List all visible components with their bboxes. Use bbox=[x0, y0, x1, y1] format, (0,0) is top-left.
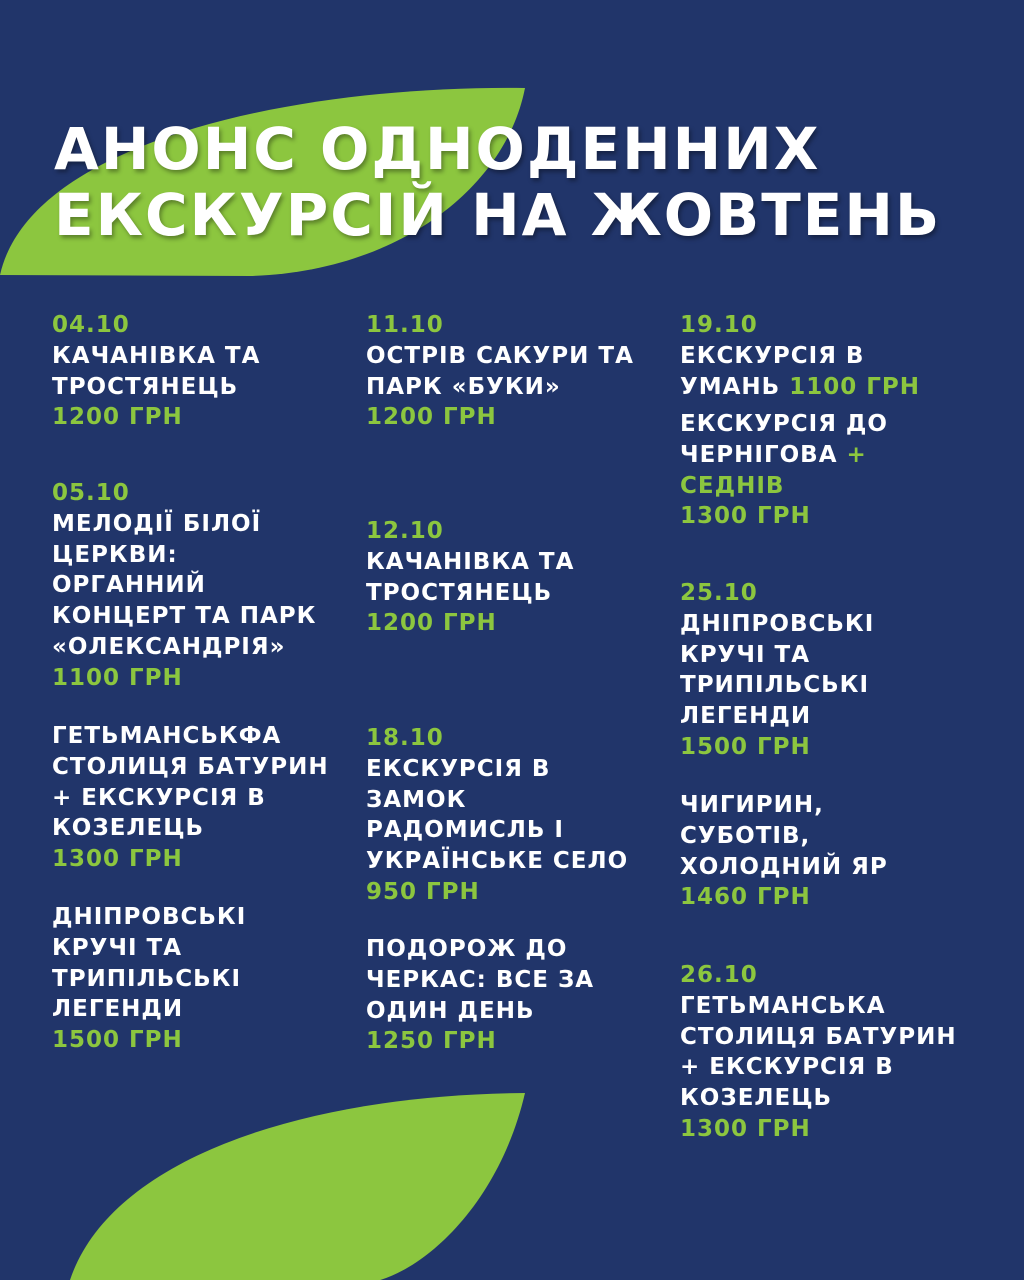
excursion-name: ГЕТЬМАНСЬКА bbox=[680, 992, 886, 1019]
excursion-price: 1100 ГРН bbox=[52, 664, 183, 691]
excursion-item bbox=[366, 723, 671, 908]
excursion-name: ЧЕРКАС: ВСЕ ЗА bbox=[366, 966, 595, 993]
excursion-price: 1300 ГРН bbox=[680, 503, 811, 530]
excursion-price: 1200 ГРН bbox=[366, 610, 497, 637]
excursion-item bbox=[366, 310, 671, 433]
excursion-name: СУБОТІВ, bbox=[680, 822, 811, 849]
excursion-name: СТОЛИЦЯ БАТУРИН bbox=[680, 1023, 957, 1050]
excursion-name: ЕКСКУРСІЯ В bbox=[366, 755, 551, 782]
excursion-name: КРУЧІ ТА bbox=[680, 641, 811, 668]
excursion-name: ЗАМОК bbox=[366, 786, 467, 813]
title-line-2: ЕКСКУРСІЙ НА ЖОВТЕНЬ bbox=[54, 181, 942, 249]
excursion-item bbox=[52, 310, 357, 433]
excursion-item bbox=[680, 960, 1000, 1145]
excursion-name: ОСТРІВ САКУРИ ТА bbox=[366, 342, 634, 369]
excursion-item bbox=[680, 790, 1000, 913]
excursion-name: ХОЛОДНИЙ ЯР bbox=[680, 853, 888, 880]
excursion-item bbox=[366, 934, 671, 1057]
excursion-name: ЛЕГЕНДИ bbox=[52, 996, 184, 1023]
excursion-date: 05.10 bbox=[52, 480, 130, 506]
excursion-date: 19.10 bbox=[680, 312, 758, 338]
plus-sign: + bbox=[846, 441, 867, 468]
excursion-name: УКРАЇНСЬКЕ СЕЛО bbox=[366, 848, 629, 875]
excursion-price: 1200 ГРН bbox=[366, 404, 497, 431]
excursion-name: ПОДОРОЖ ДО bbox=[366, 936, 568, 962]
excursion-name: ЧЕРНІГОВА bbox=[680, 441, 838, 468]
excursion-date: 11.10 bbox=[366, 312, 444, 338]
excursion-price: 1500 ГРН bbox=[680, 733, 811, 760]
page-title bbox=[54, 116, 941, 248]
excursion-price: 1250 ГРН bbox=[366, 1028, 497, 1055]
excursion-item bbox=[680, 409, 1000, 532]
excursion-name: ТРИПІЛЬСЬКІ bbox=[680, 672, 870, 699]
excursion-date: 25.10 bbox=[680, 580, 758, 606]
excursion-name: КОЗЕЛЕЦЬ bbox=[52, 815, 205, 842]
excursion-name-price-line bbox=[680, 372, 1000, 403]
excursion-date: 26.10 bbox=[680, 962, 758, 988]
excursion-name: ЕКСКУРСІЯ В bbox=[680, 342, 865, 369]
excursion-price: 1500 ГРН bbox=[52, 1027, 183, 1054]
excursion-name: КАЧАНІВКА ТА bbox=[366, 548, 575, 575]
excursion-price: 1100 ГРН bbox=[789, 373, 921, 400]
excursion-name: ТРОСТЯНЕЦЬ bbox=[366, 579, 553, 606]
excursion-name: ПАРК «БУКИ» bbox=[366, 373, 561, 400]
title-line-1: АНОНС ОДНОДЕННИХ bbox=[54, 115, 821, 183]
excursion-name: ЦЕРКВИ: bbox=[52, 541, 178, 568]
excursion-name: ЛЕГЕНДИ bbox=[680, 703, 812, 730]
excursion-price: 950 ГРН bbox=[366, 878, 480, 905]
excursion-name: + ЕКСКУРСІЯ В bbox=[680, 1054, 894, 1081]
excursion-date: 12.10 bbox=[366, 518, 444, 544]
excursion-item bbox=[52, 902, 357, 1056]
excursion-name: КОЗЕЛЕЦЬ bbox=[680, 1085, 833, 1112]
excursion-name: ЧИГИРИН, bbox=[680, 792, 824, 818]
excursion-name: ТРИПІЛЬСЬКІ bbox=[52, 965, 242, 992]
excursion-name: УМАНЬ bbox=[680, 373, 781, 400]
excursion-name: КОНЦЕРТ ТА ПАРК bbox=[52, 603, 317, 630]
excursion-name: ДНІПРОВСЬКІ bbox=[680, 610, 875, 637]
excursion-price: 1300 ГРН bbox=[680, 1115, 811, 1142]
excursion-name: ОРГАННИЙ bbox=[52, 572, 206, 599]
excursion-item bbox=[366, 516, 671, 639]
excursion-price: 1200 ГРН bbox=[52, 404, 183, 431]
excursion-name-line bbox=[680, 440, 1000, 471]
bottom-leaf-shape bbox=[70, 1093, 525, 1280]
excursion-name: РАДОМИСЛЬ І bbox=[366, 817, 564, 844]
excursion-name: ТРОСТЯНЕЦЬ bbox=[52, 373, 239, 400]
excursion-item bbox=[680, 310, 1000, 402]
excursion-price: 1300 ГРН bbox=[52, 846, 183, 873]
excursion-name: ГЕТЬМАНСЬКФА bbox=[52, 723, 282, 749]
excursion-name-accent: СЕДНІВ bbox=[680, 472, 785, 499]
excursion-name: ДНІПРОВСЬКІ bbox=[52, 904, 247, 930]
excursion-item bbox=[52, 721, 357, 875]
excursion-name: ЕКСКУРСІЯ ДО bbox=[680, 411, 888, 437]
excursion-name: ОДИН ДЕНЬ bbox=[366, 997, 535, 1024]
excursion-name: «ОЛЕКСАНДРІЯ» bbox=[52, 633, 286, 660]
excursion-name: + ЕКСКУРСІЯ В bbox=[52, 784, 266, 811]
excursion-name: СТОЛИЦЯ БАТУРИН bbox=[52, 753, 329, 780]
excursion-item bbox=[680, 578, 1000, 763]
excursion-price: 1460 ГРН bbox=[680, 884, 811, 911]
excursion-name: КАЧАНІВКА ТА bbox=[52, 342, 261, 369]
excursion-date: 18.10 bbox=[366, 725, 444, 751]
excursion-item bbox=[52, 478, 357, 694]
excursion-date: 04.10 bbox=[52, 312, 130, 338]
excursion-name: МЕЛОДІЇ БІЛОЇ bbox=[52, 510, 262, 537]
excursion-name: КРУЧІ ТА bbox=[52, 934, 183, 961]
